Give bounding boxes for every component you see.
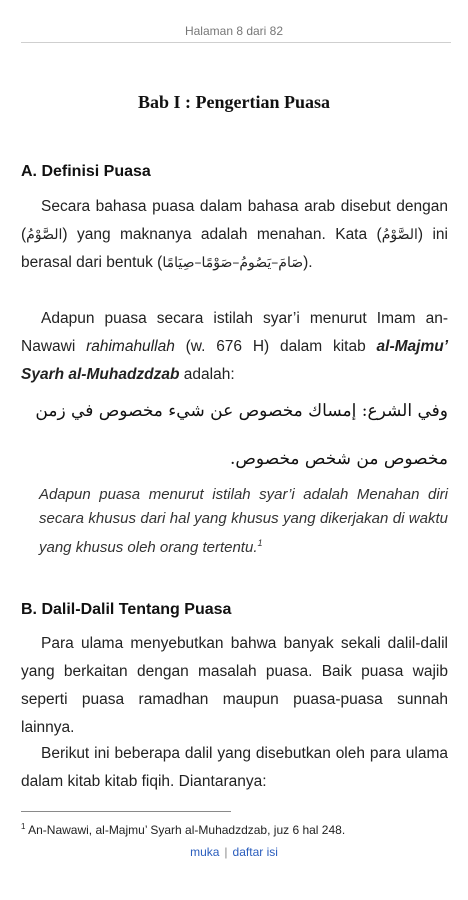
arabic-term: الصَّوْمُ bbox=[26, 227, 63, 243]
text-segment: Secara bahasa puasa dalam bahasa arab disebut dengan ( bbox=[21, 198, 448, 243]
chapter-title: Bab I : Pengertian Puasa bbox=[137, 92, 330, 112]
table-of-contents-link[interactable]: daftar isi bbox=[232, 845, 278, 859]
footnote-divider bbox=[21, 811, 231, 812]
section-heading-definisi: A. Definisi Puasa bbox=[21, 163, 151, 180]
page-navigation bbox=[0, 845, 468, 859]
footnote-mark: 1 bbox=[21, 822, 26, 831]
arabic-term: صَامَ–يَصُومُ–صَوْمًا–صِيَامًا bbox=[162, 255, 304, 271]
text-segment: adalah: bbox=[179, 366, 235, 383]
honorific-italic: rahimahullah bbox=[86, 338, 175, 355]
paragraph-dalil-intro: Para ulama menyebutkan bahwa banyak sekali dalil-dalil yang berkaitan dengan masalah puasa. Baik puasa wajib seperti puasa ramadhan maupun puasa-puasa sunnah lainnya. bbox=[21, 635, 448, 736]
text-segment: ) yang maknanya adalah menahan. Kata ( bbox=[62, 226, 382, 243]
arabic-term: الصَّوْمُ bbox=[381, 227, 418, 243]
footnote bbox=[21, 822, 345, 837]
page-indicator: Halaman 8 dari 82 bbox=[184, 24, 284, 38]
text-segment: (w. 676 H) dalam kitab bbox=[174, 338, 377, 355]
paragraph-dalil-list-intro: Berikut ini beberapa dalil yang disebutkan oleh para ulama dalam kitab kitab fiqih. Diantaranya: bbox=[21, 745, 448, 790]
home-link[interactable]: muka bbox=[190, 845, 220, 859]
arabic-definition: وفي الشرع: إمساك مخصوص عن شيء مخصوص في زمن مخصوص من شخص مخصوص. bbox=[35, 401, 448, 469]
definition-translation-quote bbox=[39, 483, 448, 560]
text-segment: ) ini berasal dari bentuk ( bbox=[21, 226, 448, 271]
nav-separator: | bbox=[224, 845, 228, 859]
book-title: al-Majmu’ Syarh al-Muhadzdzab bbox=[21, 338, 448, 383]
footnote-text: An-Nawawi, al-Majmu’ Syarh al-Muhadzdzab, juz 6 hal 248. bbox=[25, 823, 346, 837]
footnote-reference[interactable]: 1 bbox=[257, 538, 263, 548]
header-divider bbox=[21, 42, 451, 43]
paragraph-definisi-istilah bbox=[21, 305, 448, 389]
quote-text: Adapun puasa menurut istilah syar’i adalah Menahan diri secara khusus dari hal yang khusus yang dikerjakan di waktu yang khusus oleh orang tertentu. bbox=[39, 486, 448, 556]
text-segment: Adapun puasa secara istilah syar’i menurut Imam an-Nawawi bbox=[21, 310, 448, 355]
paragraph-definisi-bahasa bbox=[21, 193, 448, 277]
text-segment: ). bbox=[303, 254, 313, 271]
section-heading-dalil: B. Dalil-Dalil Tentang Puasa bbox=[21, 601, 232, 618]
